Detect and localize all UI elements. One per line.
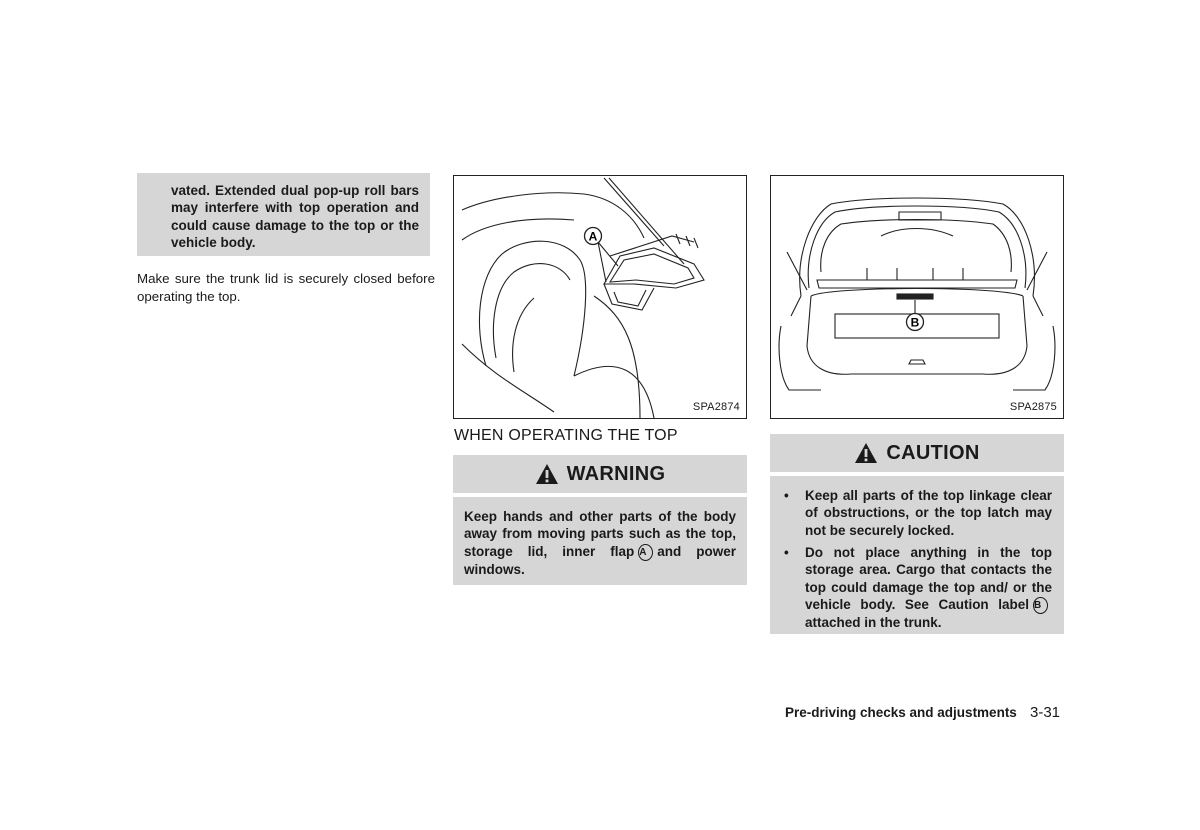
trunk-paragraph: Make sure the trunk lid is securely closed before operating the top. [137, 271, 435, 304]
figure-storage-lid [453, 175, 747, 419]
warning-header [453, 455, 747, 493]
warning-text-before: Keep hands and other parts of the body away from moving parts such as the top, storage lid, inner flap [464, 509, 736, 559]
section-heading: WHEN OPERATING THE TOP [454, 427, 678, 444]
figure-code: SPA2875 [1009, 401, 1057, 413]
marker-a: A [638, 544, 653, 561]
bullet-dot: • [784, 488, 789, 503]
caution-triangle-icon [854, 442, 878, 464]
figure-trunk [770, 175, 1064, 419]
figure-code: SPA2874 [692, 401, 740, 413]
warning-title: WARNING [566, 462, 666, 485]
trunk-illustration [771, 176, 1063, 418]
warning-triangle-icon [535, 463, 559, 485]
footer-section-title: Pre-driving checks and adjustments [785, 705, 1017, 720]
caution-title: CAUTION [886, 441, 980, 464]
callout-b-label: B [910, 315, 920, 330]
caution-text-after: attached in the trunk. [805, 614, 942, 630]
note-text: vated. Extended dual pop-up roll bars may interfere with top operation and could cause damage to the top or the vehicle body. [171, 183, 419, 250]
warning-body [453, 497, 747, 585]
warning-text-after: and power windows. [464, 543, 736, 577]
caution-text-before: Do not place anything in the top storage area. Cargo that contacts the top could damage the top and/ or the vehicle body. See Caution label [805, 545, 1052, 612]
warning-text [464, 508, 736, 578]
caution-header [770, 434, 1064, 472]
caution-bullet [784, 487, 1052, 539]
caution-bullet-text: Keep all parts of the top linkage clear of obstructions, or the top latch may not be securely locked. [805, 488, 1052, 538]
bullet-dot: • [784, 545, 789, 560]
marker-b: B [1033, 597, 1048, 614]
storage-lid-illustration [454, 176, 746, 418]
caution-body [770, 476, 1064, 634]
callout-a-label: A [588, 229, 598, 244]
caution-bullet-text [805, 544, 1052, 631]
page-number: 3-31 [1030, 704, 1061, 721]
caution-bullet [784, 544, 1052, 631]
